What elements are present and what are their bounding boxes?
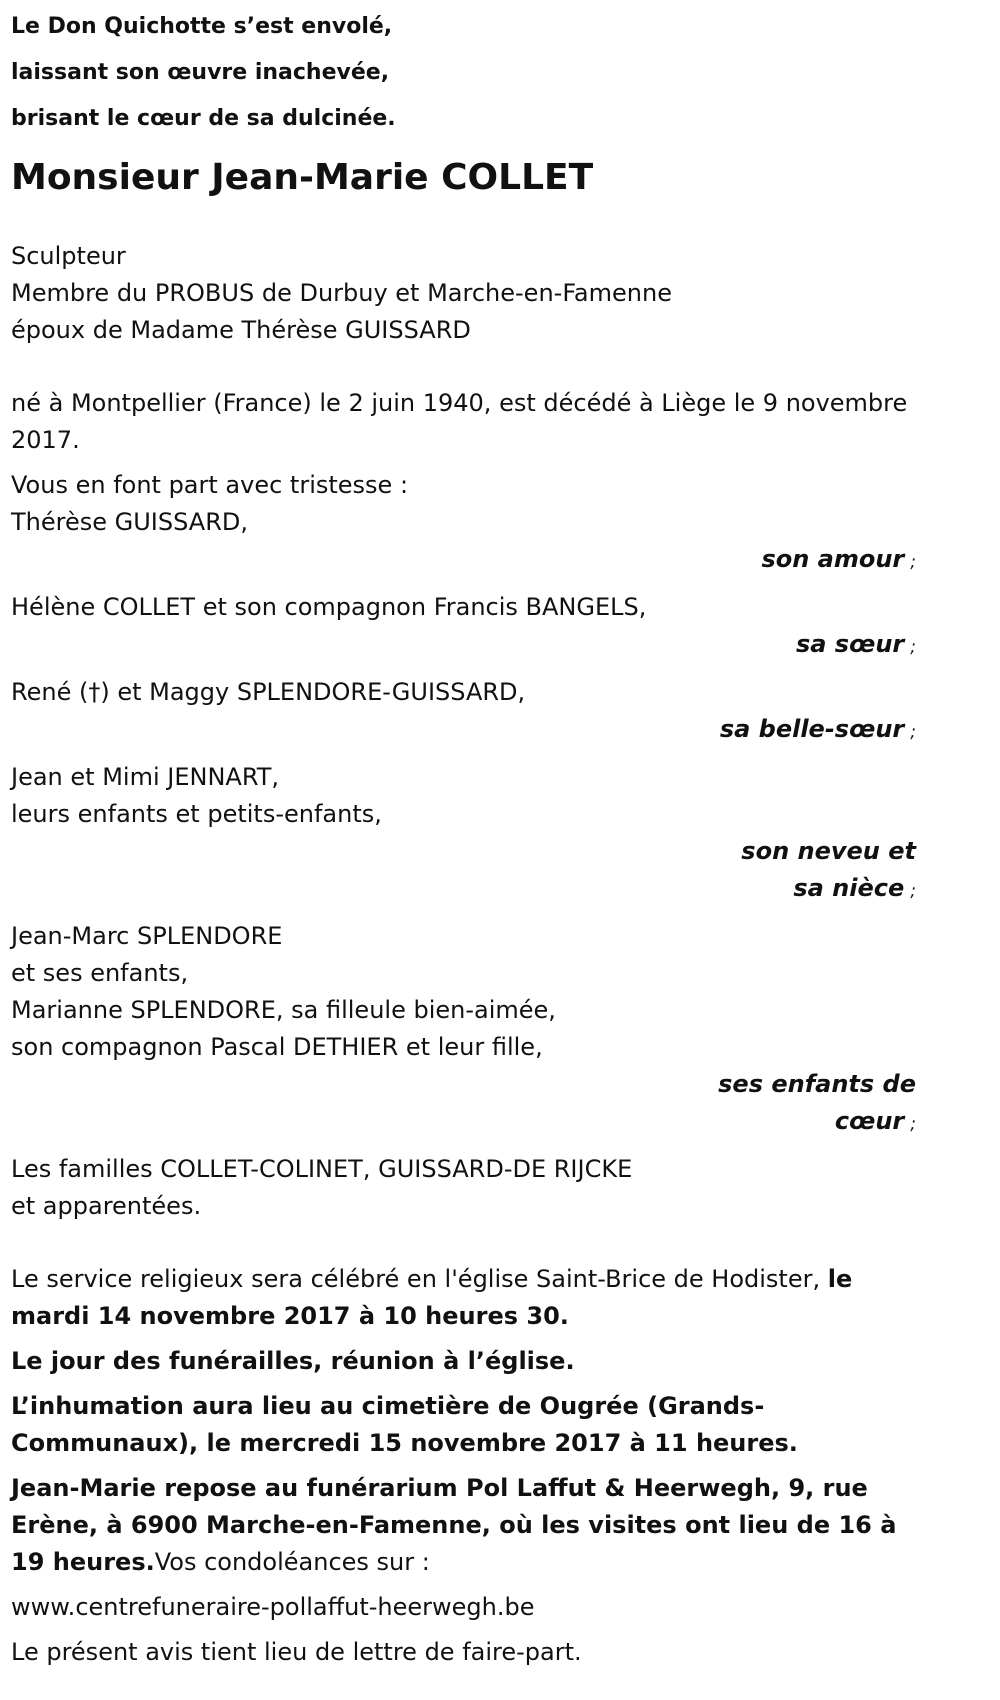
family-member: Jean et Mimi JENNART,: [11, 763, 280, 791]
epigraph-line: brisant le cœur de sa dulcinée.: [11, 106, 396, 131]
condolence-website-link[interactable]: www.centrefuneraire-pollaffut-heerwegh.be: [11, 1593, 535, 1621]
service-info: Le service religieux sera célébré en l'église Saint-Brice de Hodister, le mardi 14 novembre 2017 à 10 heures 30.: [11, 1265, 853, 1330]
epigraph-line: Le Don Quichotte s’est envolé,: [11, 14, 393, 39]
profile-line: Sculpteur: [11, 242, 126, 270]
deceased-name: Monsieur Jean-Marie COLLET: [11, 157, 594, 198]
family-member: leurs enfants et petits-enfants,: [11, 800, 382, 828]
family-member: et ses enfants,: [11, 959, 189, 987]
family-member: son compagnon Pascal DETHIER et leur fille,: [11, 1033, 543, 1061]
notice-body: [11, 238, 916, 1671]
epigraph-line: laissant son œuvre inachevée,: [11, 60, 390, 85]
closing-note: Le présent avis tient lieu de lettre de faire-part.: [11, 1638, 582, 1666]
profile-line: époux de Madame Thérèse GUISSARD: [11, 316, 471, 344]
relation-label: sa sœur ;: [795, 630, 916, 658]
epigraph: [11, 12, 916, 134]
family-member: Thérèse GUISSARD,: [11, 508, 248, 536]
family-member: René (†) et Maggy SPLENDORE-GUISSARD,: [11, 678, 526, 706]
other-families: Les familles COLLET-COLINET, GUISSARD-DE RIJCKE: [11, 1155, 633, 1183]
profile-line: Membre du PROBUS de Durbuy et Marche-en-Famenne: [11, 279, 672, 307]
other-families: et apparentées.: [11, 1192, 202, 1220]
announcement: Vous en font part avec tristesse :: [11, 471, 409, 499]
birth-death-line: né à Montpellier (France) le 2 juin 1940, est décédé à Liège le 9 novembre 2017.: [11, 389, 908, 454]
burial-info: L’inhumation aura lieu au cimetière de Ougrée (Grands-Communaux), le mercredi 15 novembre 2017 à 11 heures.: [11, 1392, 798, 1457]
funeral-home-info: Jean-Marie repose au funérarium Pol Laffut & Heerwegh, 9, rue Erène, à 6900 Marche-en-Famenne, où les visites ont lieu de 16 à 19 heures.Vos condoléances sur :: [11, 1474, 897, 1576]
obituary-notice: [11, 0, 916, 1671]
family-member: Marianne SPLENDORE, sa filleule bien-aimée,: [11, 996, 556, 1024]
relation-label: sa belle-sœur ;: [719, 715, 916, 743]
relation-label: son amour ;: [761, 545, 916, 573]
family-member: Jean-Marc SPLENDORE: [11, 922, 283, 950]
relation-label: son neveu et sa nièce ;: [741, 837, 916, 902]
family-member: Hélène COLLET et son compagnon Francis BANGELS,: [11, 593, 647, 621]
meeting-info: Le jour des funérailles, réunion à l’église.: [11, 1347, 575, 1375]
relation-label: ses enfants de cœur ;: [718, 1070, 916, 1135]
